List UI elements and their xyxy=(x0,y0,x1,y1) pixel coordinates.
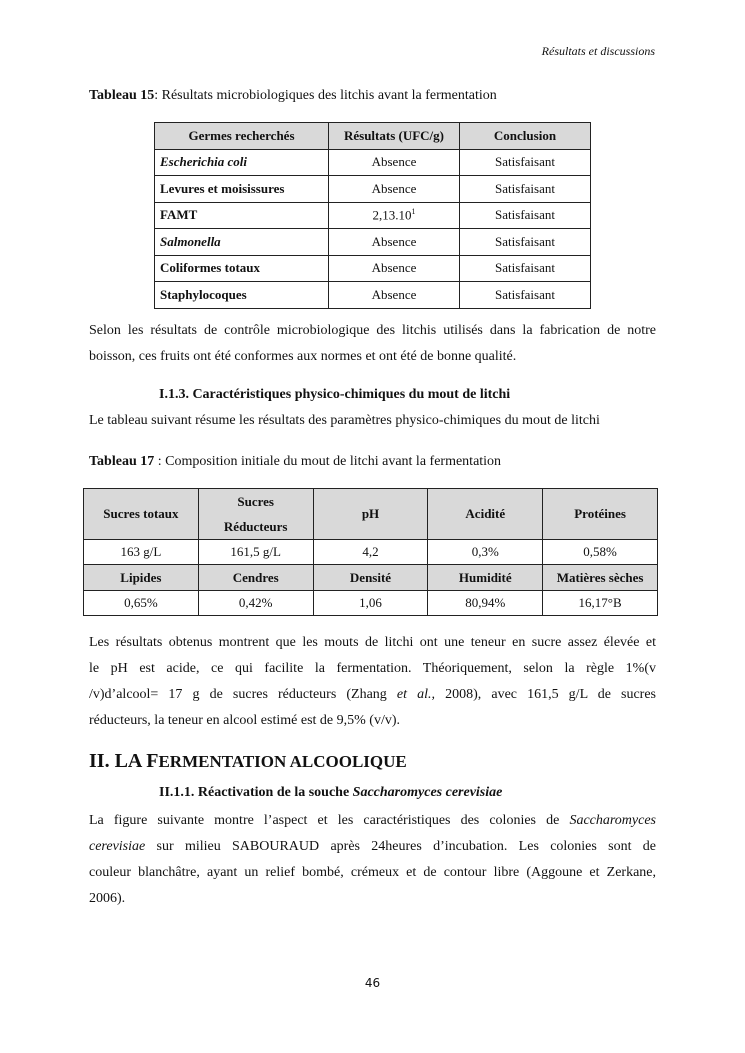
conclusion-cell: Satisfaisant xyxy=(460,149,591,176)
table17-header: Acidité xyxy=(428,489,543,540)
germ-cell: Staphylocoques xyxy=(155,282,329,309)
table17-header: Cendres xyxy=(198,565,313,591)
table17-header: Lipides xyxy=(84,565,199,591)
table-row xyxy=(155,229,591,256)
table17 xyxy=(83,488,658,616)
table17-cell: 161,5 g/L xyxy=(198,540,313,565)
table17-cell: 0,42% xyxy=(198,591,313,616)
conclusion-cell: Satisfaisant xyxy=(460,229,591,256)
paragraph-line: couleur blanchâtre, ayant un relief bombé, crémeux et de contour libre (Aggoune et Zerkane, xyxy=(89,865,656,880)
text-run: La figure suivante montre l’aspect et les caractéristiques des colonies de xyxy=(89,813,570,828)
table15-header: Conclusion xyxy=(460,123,591,150)
table-row xyxy=(84,540,658,565)
paragraph-line: Le tableau suivant résume les résultats des paramètres physico-chimiques du mout de litchi xyxy=(89,413,600,428)
conclusion-cell: Satisfaisant xyxy=(460,255,591,282)
text-run: /v)d’alcool= 17 g de sucres réducteurs (Zhang xyxy=(89,687,397,702)
table15-header: Germes recherchés xyxy=(155,123,329,150)
paragraph-line: réducteurs, la teneur en alcool estimé est de 9,5% (v/v). xyxy=(89,713,400,728)
section-heading-i-1-3: I.1.3. Caractéristiques physico-chimiques du mout de litchi xyxy=(159,387,511,402)
result-cell: Absence xyxy=(329,255,460,282)
germ-cell: Escherichia coli xyxy=(155,149,329,176)
germ-cell: FAMT xyxy=(155,202,329,229)
table15-caption-label: Tableau 15 xyxy=(89,88,155,103)
result-cell: Absence xyxy=(329,176,460,203)
table-row xyxy=(155,255,591,282)
paragraph-line: le pH est acide, ce qui facilite la fermentation. Théoriquement, selon la règle 1%(v xyxy=(89,661,656,676)
table15-header-row xyxy=(155,123,591,150)
result-cell: Absence xyxy=(329,282,460,309)
conclusion-cell: Satisfaisant xyxy=(460,176,591,203)
paragraph-line: 2006). xyxy=(89,891,126,906)
germ-cell: Levures et moisissures xyxy=(155,176,329,203)
paragraph-line xyxy=(89,808,656,834)
germ-cell: Coliformes totaux xyxy=(155,255,329,282)
table17-header: Matières sèches xyxy=(543,565,658,591)
heading-prefix: II. LA F xyxy=(89,750,159,772)
species-name: Saccharomyces xyxy=(569,813,656,828)
table17-cell: 80,94% xyxy=(428,591,543,616)
heading-rest: ERMENTATION ALCOOLIQUE xyxy=(158,752,407,771)
table17-cell: 4,2 xyxy=(313,540,428,565)
table17-header: pH xyxy=(313,489,428,540)
table17-header-line: Réducteurs xyxy=(223,519,288,534)
table17-header: Sucres totaux xyxy=(84,489,199,540)
table17-caption-label: Tableau 17 xyxy=(89,454,155,469)
table17-cell: 0,58% xyxy=(543,540,658,565)
table-row xyxy=(155,282,591,309)
table17-header: Densité xyxy=(313,565,428,591)
running-header: Résultats et discussions xyxy=(541,44,655,58)
table17-cell: 0,65% xyxy=(84,591,199,616)
table-row xyxy=(84,591,658,616)
citation-etal: et al., xyxy=(396,687,435,702)
table17-header-row xyxy=(84,565,658,591)
result-exponent: 1 xyxy=(411,207,416,217)
conclusion-cell: Satisfaisant xyxy=(460,202,591,229)
table17-caption xyxy=(89,454,501,470)
result-cell xyxy=(329,202,460,229)
paragraph-line xyxy=(89,834,656,860)
table15 xyxy=(154,122,591,309)
table17-cell: 1,06 xyxy=(313,591,428,616)
table17-cell: 16,17°B xyxy=(543,591,658,616)
result-value: 2,13.10 xyxy=(372,207,412,223)
table-row xyxy=(155,202,591,229)
table17-header xyxy=(198,489,313,540)
paragraph-line xyxy=(89,682,656,708)
table17-cell: 0,3% xyxy=(428,540,543,565)
conclusion-cell: Satisfaisant xyxy=(460,282,591,309)
table17-caption-text: : Composition initiale du mout de litchi avant la fermentation xyxy=(154,454,502,469)
paragraph-line: boisson, ces fruits ont été conformes aux normes et ont été de bonne qualité. xyxy=(89,349,517,364)
table17-header: Humidité xyxy=(428,565,543,591)
table15-caption xyxy=(89,88,497,104)
germ-cell: Salmonella xyxy=(155,229,329,256)
species-name: cerevisiae xyxy=(89,839,146,854)
heading-species: Saccharomyces cerevisiae xyxy=(352,785,503,800)
section-heading-ii xyxy=(89,750,407,773)
table17-header: Protéines xyxy=(543,489,658,540)
table17-cell: 163 g/L xyxy=(84,540,199,565)
table17-header-line: Sucres xyxy=(237,494,274,509)
table-row xyxy=(155,149,591,176)
text-run: 2008), avec 161,5 g/L de sucres xyxy=(435,687,656,702)
result-cell: Absence xyxy=(329,149,460,176)
table15-header: Résultats (UFC/g) xyxy=(329,123,460,150)
text-run: sur milieu SABOURAUD après 24heures d’incubation. Les colonies sont de xyxy=(145,839,656,854)
page-number: 46 xyxy=(364,976,381,990)
paragraph-line: Les résultats obtenus montrent que les mouts de litchi ont une teneur en sucre assez élevée et xyxy=(89,635,656,650)
result-cell: Absence xyxy=(329,229,460,256)
table-row xyxy=(155,176,591,203)
table15-caption-text: : Résultats microbiologiques des litchis avant la fermentation xyxy=(154,88,497,103)
paragraph-line: Selon les résultats de contrôle microbiologique des litchis utilisés dans la fabrication de notre xyxy=(89,323,656,338)
heading-text: II.1.1. Réactivation de la souche xyxy=(159,785,353,800)
table17-header-row xyxy=(84,489,658,540)
section-heading-ii-1-1 xyxy=(159,785,502,801)
